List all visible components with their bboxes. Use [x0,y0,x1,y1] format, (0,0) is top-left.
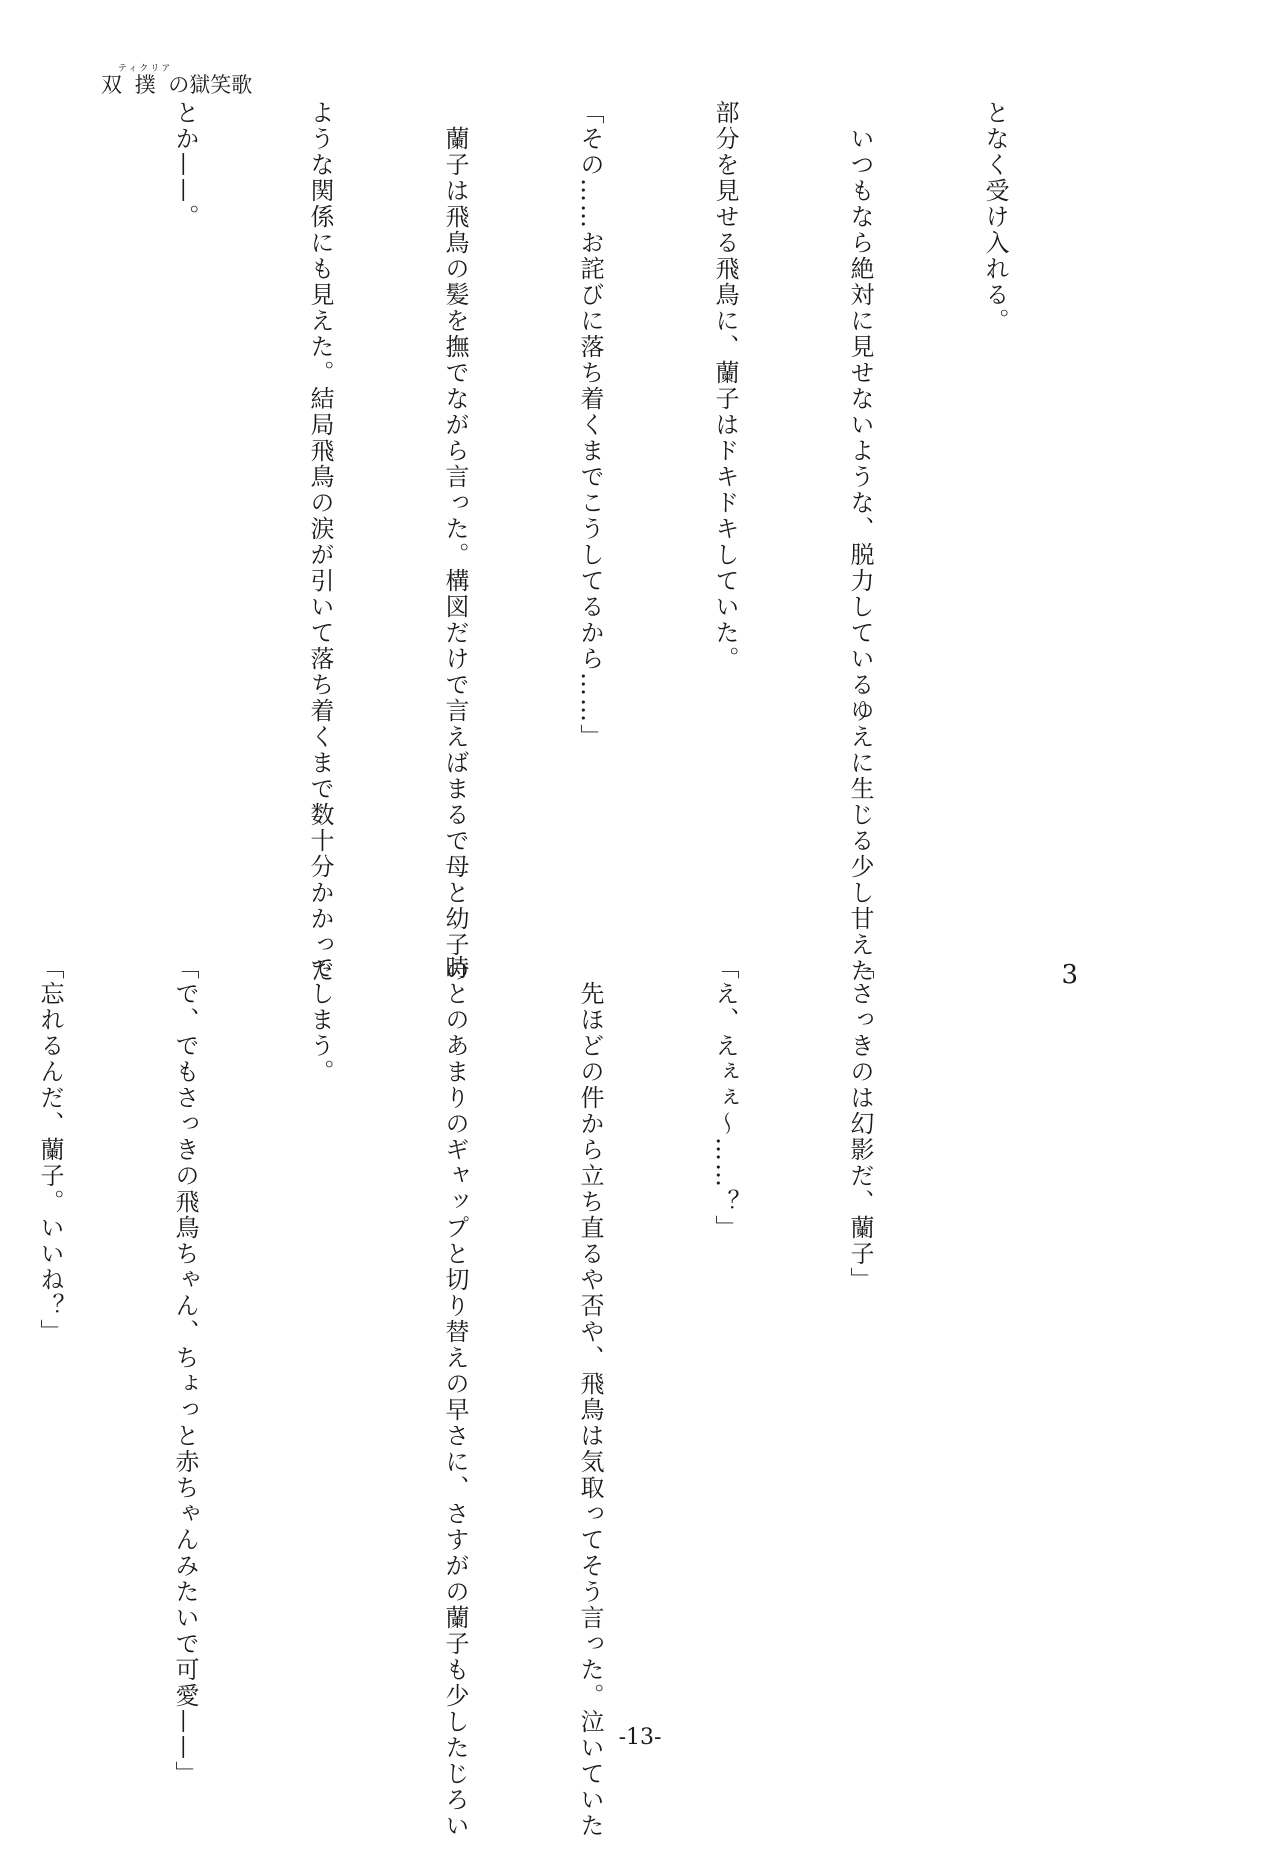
text-line: 「その……お詫びに落ち着くまでこうしてるから……」 [576,100,604,750]
text-line: とか——。 [171,100,199,230]
text-line: 「忘れるんだ、蘭子。いいね？」 [36,955,64,1345]
blank-line [27,100,72,880]
text-line: 部分を見せる飛鳥に、蘭子はドキドキしていた。 [711,100,739,672]
title-ruby [118,64,173,97]
title-part-1: 双 [101,73,122,97]
page-number: -13- [618,1725,662,1750]
text-line: となく受け入れる。 [981,100,1009,334]
text-line: 「さっきのは幻影だ、蘭子」 [846,955,874,1293]
running-header-title [101,64,252,99]
text-line: 「で、でもさっきの飛鳥ちゃん、ちょっと赤ちゃんみたいで可愛——」 [171,955,199,1787]
title-ruby-base: 撲 [118,73,173,97]
text-line: 蘭子は飛鳥の髪を撫でながら言った。構図だけで言えばまるで母と幼子の [441,100,469,984]
section-number: 3 [1061,960,1078,990]
title-part-2: の獄笑歌 [168,73,253,97]
text-line: ような関係にも見えた。結局飛鳥の涙が引いて落ち着くまで数十分かかった [306,100,334,984]
text-line: 「え、えぇぇ～……？」 [711,955,739,1241]
text-line: でしまう。 [306,955,334,1085]
title-ruby-text: ティクリア [118,64,173,74]
text-line: 時とのあまりのギャップと切り替えの早さに、さすがの蘭子も少したじろい [441,955,469,1839]
text-line: 先ほどの件から立ち直るや否や、飛鳥は気取ってそう言った。泣いていた [576,955,604,1839]
lower-text-column [0,955,1107,1839]
text-line: いつもなら絶対に見せないような、脱力しているゆえに生じる少し甘えた [846,100,874,984]
blank-line [972,955,1017,1745]
upper-text-column [0,100,1107,984]
